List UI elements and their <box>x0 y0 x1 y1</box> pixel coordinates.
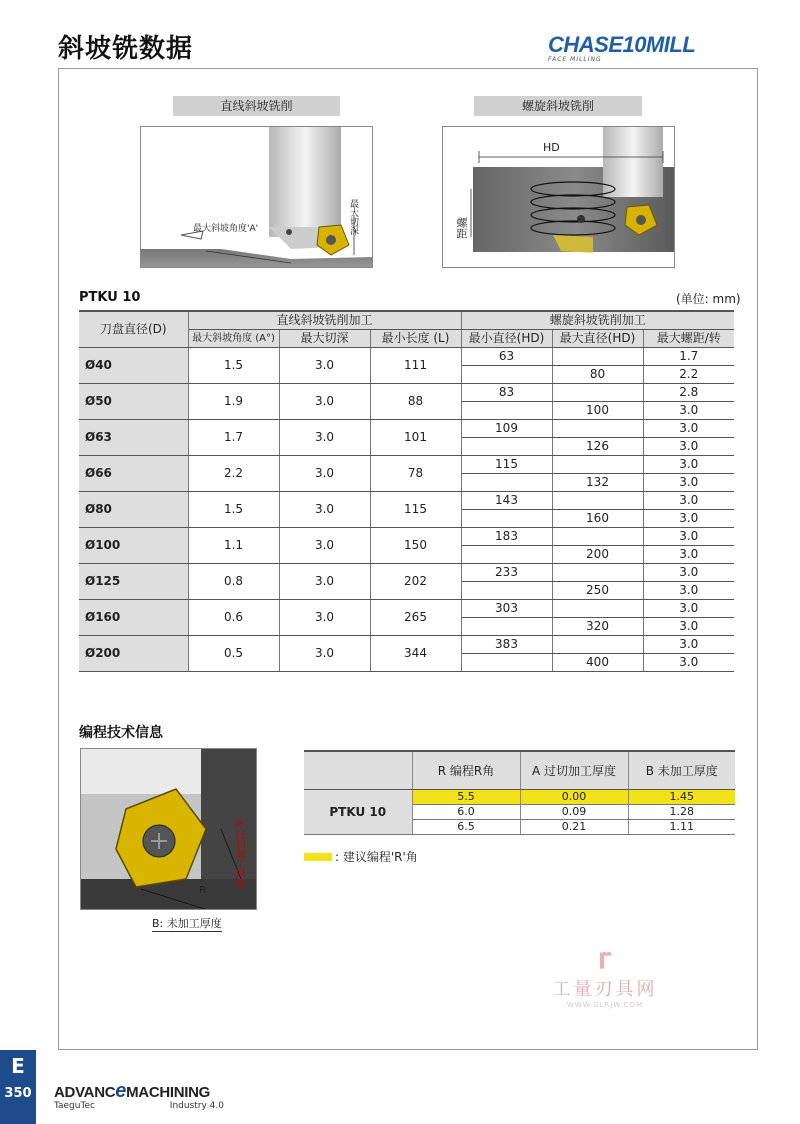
angle-cell: 0.8 <box>188 564 279 600</box>
max-hd-cell: 250 <box>552 582 643 600</box>
length-cell: 115 <box>370 492 461 528</box>
pitch-cell: 3.0 <box>643 600 734 618</box>
helical-ramp-label: 螺旋斜坡铣削 <box>474 96 642 116</box>
programming-group-cell: PTKU 10 <box>304 789 412 834</box>
diameter-cell: Ø125 <box>79 564 188 600</box>
brand-name: CHASE10MILL <box>548 32 696 57</box>
length-cell: 202 <box>370 564 461 600</box>
col-header-b: B 未加工厚度 <box>628 751 735 789</box>
length-cell: 88 <box>370 384 461 420</box>
angle-cell: 1.5 <box>188 348 279 384</box>
pitch-cell: 3.0 <box>643 474 734 492</box>
diameter-cell: Ø80 <box>79 492 188 528</box>
col-header-r: R 编程R角 <box>412 751 520 789</box>
group-header-helical: 螺旋斜坡铣削加工 <box>461 311 734 330</box>
table-row <box>79 564 734 582</box>
depth-cell: 3.0 <box>279 492 370 528</box>
ramping-data-table <box>79 310 734 672</box>
max-hd-cell: 200 <box>552 546 643 564</box>
max-hd-cell: 100 <box>552 402 643 420</box>
linear-ramp-label: 直线斜坡铣削 <box>173 96 340 116</box>
angle-cell: 2.2 <box>188 456 279 492</box>
value-b-cell: 1.28 <box>628 804 735 819</box>
value-b-cell: 1.45 <box>628 789 735 804</box>
min-hd-empty-cell <box>461 474 552 492</box>
max-depth-annotation: 最大切深 <box>348 199 358 235</box>
table-row <box>79 420 734 438</box>
max-hd-cell: 126 <box>552 438 643 456</box>
length-cell: 111 <box>370 348 461 384</box>
max-hd-empty-cell <box>552 348 643 366</box>
min-hd-empty-cell <box>461 654 552 672</box>
col-header-a: A 过切加工厚度 <box>520 751 628 789</box>
pitch-cell: 3.0 <box>643 492 734 510</box>
max-ramp-angle-annotation: 最大斜坡角度'A' <box>193 224 259 234</box>
table-row <box>79 528 734 546</box>
pitch-cell: 3.0 <box>643 528 734 546</box>
pitch-cell: 3.0 <box>643 582 734 600</box>
min-hd-empty-cell <box>461 546 552 564</box>
table-row <box>79 456 734 474</box>
depth-cell: 3.0 <box>279 456 370 492</box>
col-header-diameter: 刀盘直径(D) <box>79 311 188 348</box>
page-title: 斜坡铣数据 <box>58 34 194 64</box>
min-hd-cell: 233 <box>461 564 552 582</box>
page-number: 350 <box>4 1086 32 1101</box>
table-row <box>304 789 735 804</box>
max-hd-empty-cell <box>552 456 643 474</box>
length-cell: 78 <box>370 456 461 492</box>
min-hd-cell: 303 <box>461 600 552 618</box>
depth-cell: 3.0 <box>279 636 370 672</box>
helical-ramp-figure <box>442 126 675 268</box>
col-header-length: 最小长度 (L) <box>370 330 461 348</box>
diameter-cell: Ø40 <box>79 348 188 384</box>
table-row <box>79 384 734 402</box>
min-hd-empty-cell <box>461 366 552 384</box>
value-r-cell: 5.5 <box>412 789 520 804</box>
max-hd-empty-cell <box>552 420 643 438</box>
pitch-cell: 3.0 <box>643 564 734 582</box>
pitch-cell: 1.7 <box>643 348 734 366</box>
angle-cell: 1.9 <box>188 384 279 420</box>
linear-ramp-drawing <box>141 127 373 268</box>
programming-corner-header <box>304 751 412 789</box>
angle-cell: 1.1 <box>188 528 279 564</box>
length-cell: 344 <box>370 636 461 672</box>
pitch-cell: 2.2 <box>643 366 734 384</box>
min-hd-cell: 109 <box>461 420 552 438</box>
table-row <box>79 348 734 366</box>
value-r-cell: 6.5 <box>412 819 520 834</box>
min-hd-empty-cell <box>461 402 552 420</box>
diameter-cell: Ø66 <box>79 456 188 492</box>
depth-cell: 3.0 <box>279 528 370 564</box>
angle-cell: 0.6 <box>188 600 279 636</box>
min-hd-cell: 383 <box>461 636 552 654</box>
pitch-cell: 3.0 <box>643 654 734 672</box>
table-row <box>79 636 734 654</box>
diameter-cell: Ø100 <box>79 528 188 564</box>
programming-table <box>304 750 735 835</box>
angle-cell: 0.5 <box>188 636 279 672</box>
uncut-thickness-annotation: B: 未加工厚度 <box>152 917 222 930</box>
pitch-cell: 3.0 <box>643 456 734 474</box>
table-row <box>79 600 734 618</box>
highlight-legend <box>304 848 418 865</box>
section-tab <box>0 1050 36 1124</box>
brand-logo <box>548 32 758 66</box>
linear-ramp-figure <box>140 126 373 268</box>
max-hd-cell: 160 <box>552 510 643 528</box>
min-hd-empty-cell <box>461 438 552 456</box>
diameter-cell: Ø200 <box>79 636 188 672</box>
min-hd-cell: 143 <box>461 492 552 510</box>
length-cell: 265 <box>370 600 461 636</box>
footer-sub-left: TaeguTec <box>54 1101 95 1111</box>
value-a-cell: 0.21 <box>520 819 628 834</box>
pitch-cell: 3.0 <box>643 546 734 564</box>
depth-cell: 3.0 <box>279 348 370 384</box>
min-hd-cell: 115 <box>461 456 552 474</box>
value-a-cell: 0.00 <box>520 789 628 804</box>
unit-label: (单位: mm) <box>676 292 741 306</box>
depth-cell: 3.0 <box>279 420 370 456</box>
pitch-cell: 3.0 <box>643 420 734 438</box>
pitch-annotation: 螺距 <box>455 217 468 239</box>
max-hd-empty-cell <box>552 564 643 582</box>
col-header-depth: 最大切深 <box>279 330 370 348</box>
depth-cell: 3.0 <box>279 564 370 600</box>
pitch-cell: 3.0 <box>643 636 734 654</box>
col-header-max-hd: 最大直径(HD) <box>552 330 643 348</box>
depth-cell: 3.0 <box>279 600 370 636</box>
max-hd-cell: 400 <box>552 654 643 672</box>
watermark-logo: Γ̈ <box>597 950 613 975</box>
footer-brand-left: ADVANC <box>54 1084 116 1101</box>
value-r-cell: 6.0 <box>412 804 520 819</box>
angle-cell: 1.5 <box>188 492 279 528</box>
programming-title: 编程技术信息 <box>79 725 163 741</box>
table-row <box>79 492 734 510</box>
brand-sub: FACE MILLING <box>548 56 602 63</box>
footer-brand-e: e <box>115 1080 127 1102</box>
watermark-url: WWW.GLRJW.COM <box>566 1001 644 1009</box>
diameter-cell: Ø160 <box>79 600 188 636</box>
length-cell: 101 <box>370 420 461 456</box>
max-hd-empty-cell <box>552 636 643 654</box>
col-header-pitch: 最大螺距/转 <box>643 330 734 348</box>
diameter-cell: Ø50 <box>79 384 188 420</box>
min-hd-empty-cell <box>461 582 552 600</box>
footer-sub-right: Industry 4.0 <box>169 1101 224 1111</box>
overcut-thickness-annotation: A:过切加工厚度 <box>233 819 244 890</box>
table-title: PTKU 10 <box>79 290 141 305</box>
legend-text: : 建议编程'R'角 <box>335 850 418 864</box>
value-a-cell: 0.09 <box>520 804 628 819</box>
min-hd-empty-cell <box>461 510 552 528</box>
group-header-linear: 直线斜坡铣削加工 <box>188 311 461 330</box>
r-annotation: R <box>199 885 206 896</box>
footer-brand <box>54 1080 224 1111</box>
max-hd-empty-cell <box>552 492 643 510</box>
pitch-cell: 3.0 <box>643 402 734 420</box>
depth-cell: 3.0 <box>279 384 370 420</box>
pitch-cell: 3.0 <box>643 438 734 456</box>
col-header-min-hd: 最小直径(HD) <box>461 330 552 348</box>
min-hd-cell: 63 <box>461 348 552 366</box>
pitch-cell: 3.0 <box>643 510 734 528</box>
max-hd-cell: 132 <box>552 474 643 492</box>
footer-brand-right: MACHINING <box>126 1084 211 1101</box>
min-hd-cell: 183 <box>461 528 552 546</box>
max-hd-empty-cell <box>552 384 643 402</box>
length-cell: 150 <box>370 528 461 564</box>
max-hd-cell: 320 <box>552 618 643 636</box>
watermark <box>535 950 675 1009</box>
max-hd-empty-cell <box>552 600 643 618</box>
angle-cell: 1.7 <box>188 420 279 456</box>
section-letter: E <box>11 1054 25 1078</box>
programming-figure <box>80 748 257 910</box>
min-hd-cell: 83 <box>461 384 552 402</box>
hd-annotation: HD <box>543 141 560 154</box>
max-hd-empty-cell <box>552 528 643 546</box>
min-hd-empty-cell <box>461 618 552 636</box>
value-b-cell: 1.11 <box>628 819 735 834</box>
highlight-swatch <box>304 853 332 861</box>
max-hd-cell: 80 <box>552 366 643 384</box>
col-header-angle: 最大斜坡角度 (A°) <box>188 330 279 348</box>
pitch-cell: 3.0 <box>643 618 734 636</box>
watermark-name: 工量刃具网 <box>552 979 658 1000</box>
pitch-cell: 2.8 <box>643 384 734 402</box>
diameter-cell: Ø63 <box>79 420 188 456</box>
